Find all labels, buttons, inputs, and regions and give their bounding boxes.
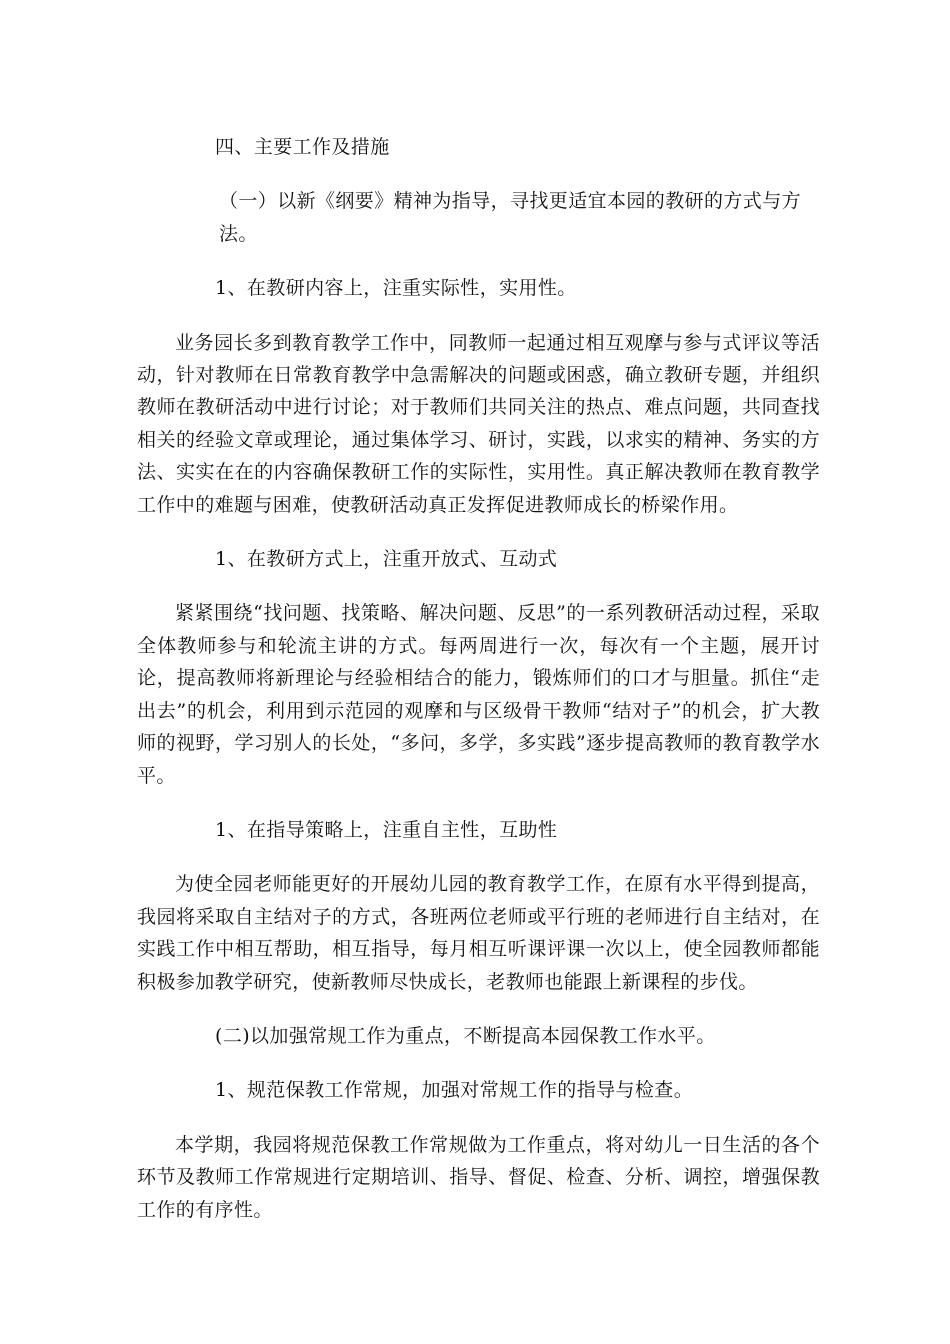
- item-body-method: 紧紧围绕“找问题、找策略、解决问题、反思”的一系列教研活动过程，采取全体教师参与和轮流主讲的方式。每两周进行一次，每次有一个主题，展开讨论，提高教师将新理论与经验相结合的能力，锻炼师们的口才与胆量。抓住“走出去”的机会，利用到示范园的观摩和与区级骨干教师“结对子”的机会，扩大教师的视野，学习别人的长处，“多问，多学，多实践”逐步提高教师的教育教学水平。: [137, 602, 820, 787]
- spacer: [137, 575, 820, 597]
- spacer: [137, 1052, 820, 1074]
- document-body: [137, 131, 820, 1226]
- item-body-strategy: 为使全园老师能更好的开展幼儿园的教育教学工作，在原有水平得到提高，我园将采取自主结对子的方式，各班两位老师或平行班的老师进行自主结对，在实践工作中相互帮助，相互指导，每月相互听课评课一次以上，使全园教师都能积极参加教学研究，使新教师尽快成长，老教师也能跟上新课程的步伐。: [137, 873, 820, 993]
- item-title-content: 1、在教研内容上，注重实际性，实用性。: [215, 277, 577, 300]
- subsection-title-1: （一）以新《纲要》精神为指导，寻找更适宜本园的教研的方式与方法。: [219, 190, 802, 245]
- spacer: [137, 1107, 820, 1129]
- spacer: [137, 305, 820, 327]
- spacer: [137, 163, 820, 185]
- spacer: [137, 521, 820, 543]
- section-title: 四、主要工作及措施: [215, 136, 390, 158]
- item-title-routine: 1、规范保教工作常规，加强对常规工作的指导与检查。: [215, 1079, 694, 1102]
- item-title-strategy: 1、在指导策略上，注重自主性，互助性: [215, 818, 558, 841]
- spacer: [137, 846, 820, 868]
- item-body-content: 业务园长多到教育教学工作中，同教师一起通过相互观摩与参与式评议等活动，针对教师在日常教育教学中急需解决的问题或困惑，确立教研专题，并组织教师在教研活动中进行讨论；对于教师们共同关注的热点、难点问题，共同查找相关的经验文章或理论，通过集体学习、研讨，实践，以求实的精神、务实的方法、实实在在的内容确保教研工作的实际性，实用性。真正解决教师在教育教学工作中的难题与困难，使教研活动真正发挥促进教师成长的桥梁作用。: [137, 331, 820, 516]
- subsection-title-2: (二)以加强常规工作为重点，不断提高本园保教工作水平。: [215, 1024, 716, 1047]
- spacer: [137, 792, 820, 814]
- item-body-routine: 本学期，我园将规范保教工作常规做为工作重点，将对幼儿一日生活的各个环节及教师工作常规进行定期培训、指导、督促、检查、分析、调控，增强保教工作的有序性。: [137, 1133, 820, 1221]
- spacer: [137, 998, 820, 1020]
- spacer: [137, 250, 820, 272]
- item-title-method: 1、在教研方式上，注重开放式、互动式: [215, 548, 558, 571]
